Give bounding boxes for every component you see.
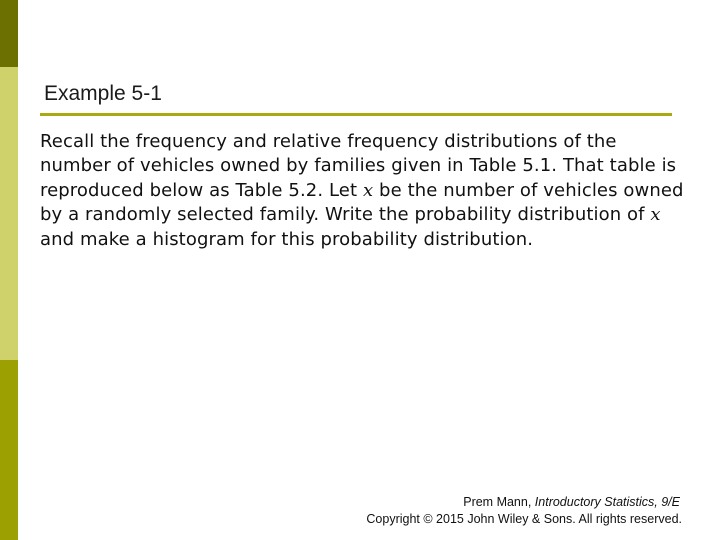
source-credit xyxy=(366,494,680,528)
body-text-part-3: and make a histogram for this probability distribution. xyxy=(40,228,534,250)
side-bar-bottom-segment xyxy=(0,360,18,540)
copyright-notice: Copyright © 2015 John Wiley & Sons. All rights reserved. xyxy=(366,512,682,526)
book-citation xyxy=(366,494,680,511)
slide-body-text xyxy=(40,130,690,252)
body-text-part-1: Recall the frequency and relative frequency distributions of the number of vehicles owned by families given in Table 5.1. That table is reproduced below as Table 5.2. Let xyxy=(40,131,677,201)
variable-x: x xyxy=(650,204,661,226)
side-accent-bar xyxy=(0,0,18,540)
body-text-part-2: be the number of vehicles owned by a randomly selected family. Write the probability distribution of xyxy=(40,179,684,226)
book-title: Introductory Statistics, 9/E xyxy=(534,495,680,509)
side-bar-middle-segment xyxy=(0,67,18,360)
slide-title: Example 5-1 xyxy=(44,82,162,105)
side-bar-top-segment xyxy=(0,0,18,67)
title-underline xyxy=(40,113,672,116)
variable-x: x xyxy=(362,179,374,201)
author-name: Prem Mann, xyxy=(463,495,535,509)
